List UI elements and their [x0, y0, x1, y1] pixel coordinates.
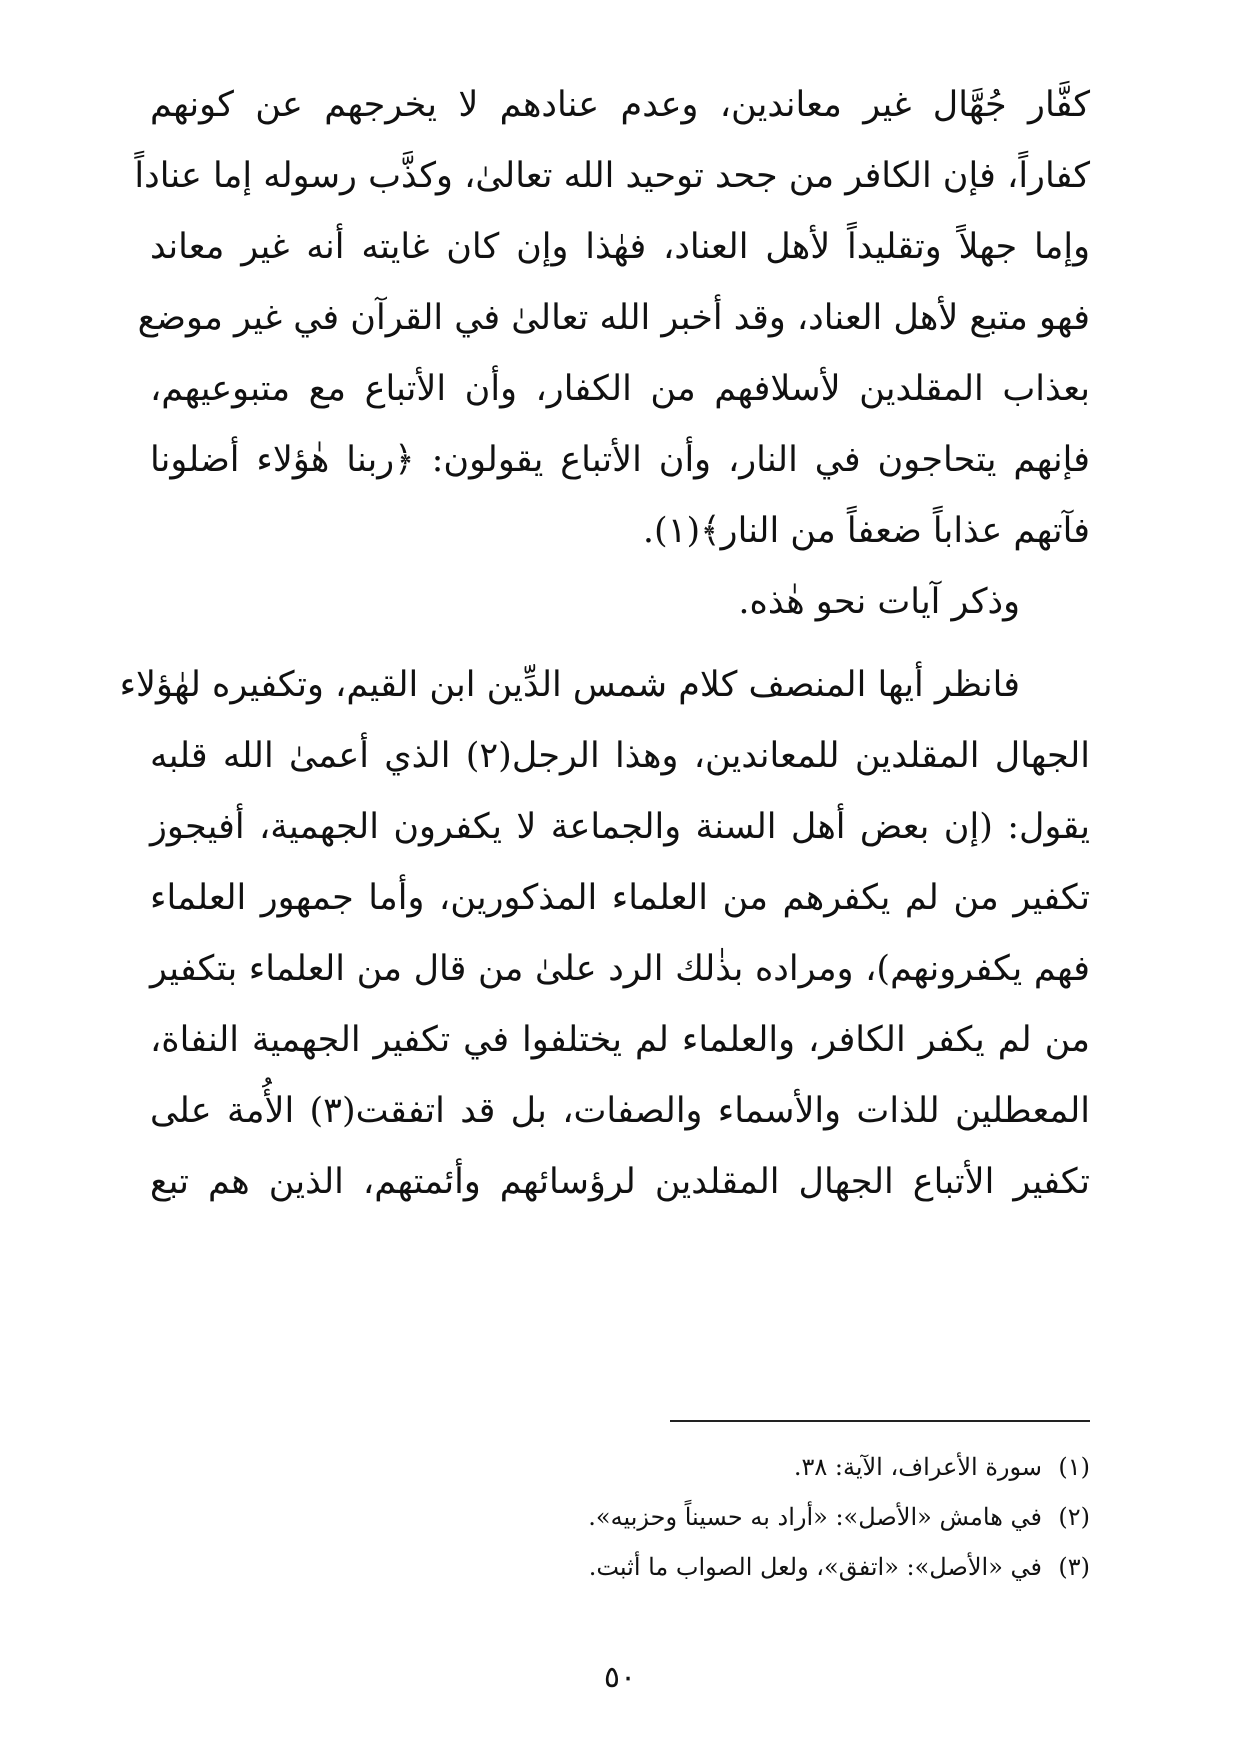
body-line: فهم يكفرونهم)، ومراده بذٰلك الرد علىٰ من قال من العلماء بتكفير	[150, 949, 1090, 989]
page-number: ٥٠	[603, 1660, 637, 1695]
body-line: فآتهم عذاباً ضعفاً من النار﴾(١).	[642, 511, 1090, 551]
footnote	[150, 1542, 1090, 1592]
body-line: فإنهم يتحاجون في النار، وأن الأتباع يقولون: ﴿ربنا هٰؤلاء أضلونا	[150, 440, 1090, 480]
body-line: يقول: (إن بعض أهل السنة والجماعة لا يكفرون الجهمية، أفيجوز	[150, 807, 1090, 847]
body-line: تكفير من لم يكفرهم من العلماء المذكورين، وأما جمهور العلماء	[150, 878, 1090, 918]
body-text	[119, 70, 1090, 1218]
footnote-number: (٢)	[1058, 1503, 1090, 1531]
footnote-text: في هامش «الأصل»: «أراد به حسيناً وحزبيه».	[588, 1503, 1042, 1531]
footnote-text: في «الأصل»: «اتفق»، ولعل الصواب ما أثبت.	[588, 1553, 1042, 1581]
body-line: كفاراً، فإن الكافر من جحد توحيد الله تعالىٰ، وكذَّب رسوله إما عناداً	[134, 156, 1090, 196]
body-line: فهو متبع لأهل العناد، وقد أخبر الله تعالىٰ في القرآن في غير موضع	[137, 298, 1090, 338]
footnote-number: (١)	[1058, 1453, 1090, 1481]
footnotes	[150, 1442, 1090, 1592]
body-line: المعطلين للذات والأسماء والصفات، بل قد اتفقت(٣) الأُمة على	[150, 1091, 1090, 1131]
body-line: الجهال المقلدين للمعاندين، وهذا الرجل(٢) الذي أعمىٰ الله قلبه	[150, 736, 1090, 776]
body-line: تكفير الأتباع الجهال المقلدين لرؤسائهم وأئمتهم، الذين هم تبع	[150, 1162, 1090, 1202]
body-line: كفَّار جُهَّال غير معاندين، وعدم عنادهم لا يخرجهم عن كونهم	[150, 85, 1090, 125]
body-line: وذكر آيات نحو هٰذه.	[738, 582, 1020, 622]
footnote	[150, 1442, 1090, 1492]
body-line: بعذاب المقلدين لأسلافهم من الكفار، وأن الأتباع مع متبوعيهم،	[150, 369, 1090, 409]
footnote-number: (٣)	[1058, 1553, 1090, 1581]
footnote	[150, 1492, 1090, 1542]
body-line: وإما جهلاً وتقليداً لأهل العناد، فهٰذا وإن كان غايته أنه غير معاند	[150, 227, 1090, 267]
body-line: فانظر أيها المنصف كلام شمس الدِّين ابن القيم، وتكفيره لهٰؤلاء	[119, 665, 1020, 705]
footnote-text: سورة الأعراف، الآية: ٣٨.	[793, 1453, 1042, 1481]
body-line: من لم يكفر الكافر، والعلماء لم يختلفوا في تكفير الجهمية النفاة،	[150, 1020, 1090, 1060]
footnote-divider	[670, 1420, 1090, 1422]
